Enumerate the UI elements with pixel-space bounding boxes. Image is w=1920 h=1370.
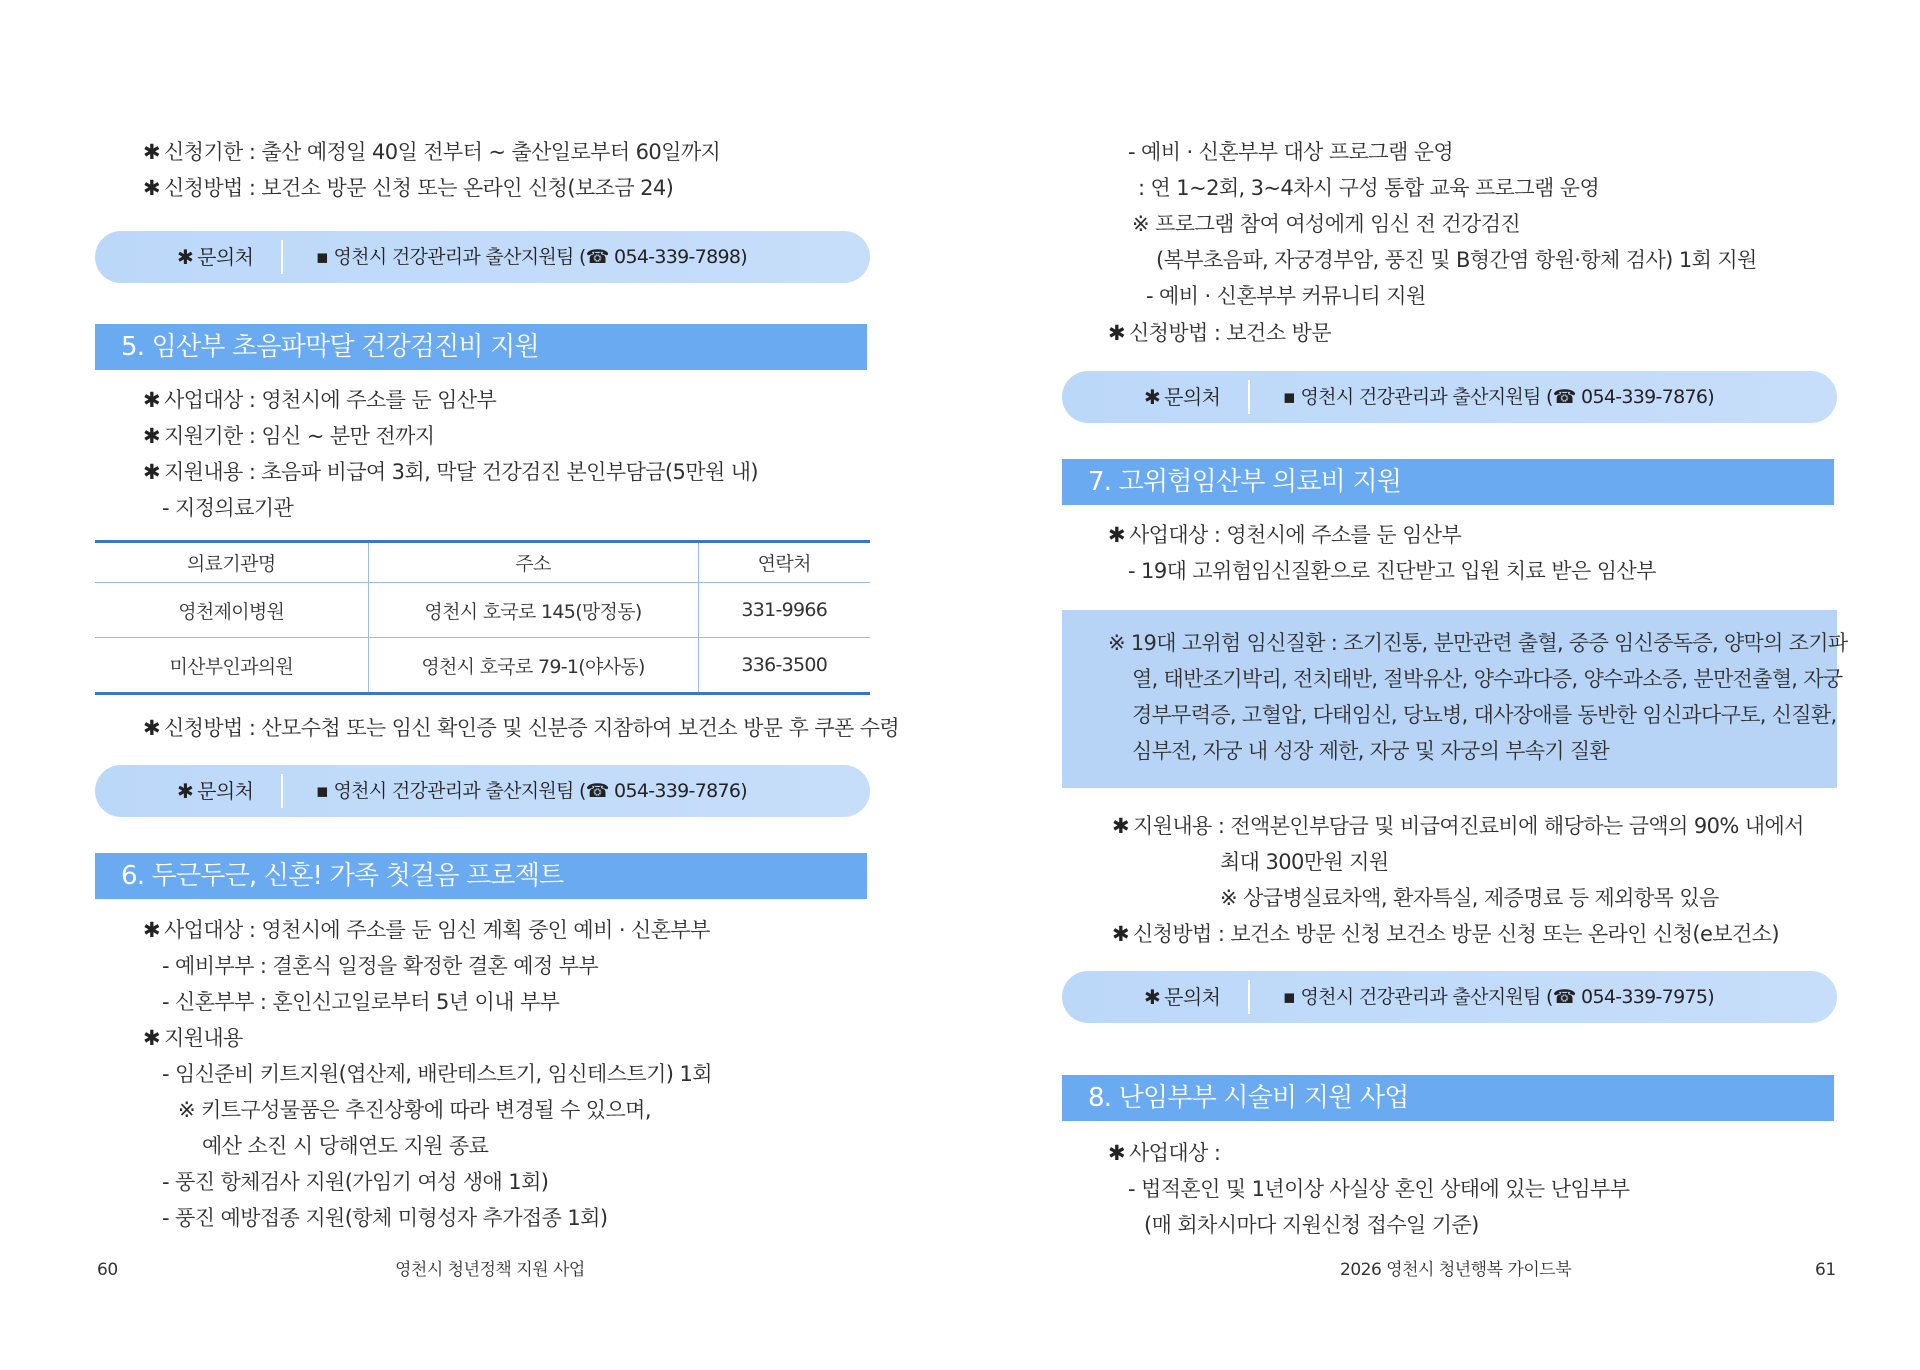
contact-divider [281,240,283,274]
footer-title: 2026 영천시 청년행복 가이드북 [1340,1260,1572,1280]
apply-period-line: ✱ 신청기한 : 출산 예정일 40일 전부터 ~ 출산일로부터 60일까지 [143,140,721,164]
note-line: 심부전, 자궁 내 성장 제한, 자궁 및 자궁의 부속기 질환 [1132,739,1610,763]
table-row [95,638,870,694]
table-header: 연락처 [698,542,870,583]
program-line: - 예비 · 신혼부부 대상 프로그램 운영 [1128,140,1454,164]
contact-label: ✱ 문의처 [177,245,254,269]
section-5-title: 5. 임산부 초음파막달 건강검진비 지원 [95,324,867,370]
table-row [95,583,870,638]
section-7-title: 7. 고위험임산부 의료비 지원 [1062,459,1834,505]
s5-sub-line: - 지정의료기관 [162,496,294,520]
contact-text: ▪ 영천시 건강관리과 출산지원팀 (☎ 054-339-7975) [1283,986,1714,1008]
table-header-row [95,542,870,583]
disease-note-box [1062,610,1848,788]
contact-label: ✱ 문의처 [1144,985,1221,1009]
table-header: 의료기관명 [95,542,368,583]
contact-text: ▪ 영천시 건강관리과 출산지원팀 (☎ 054-339-7876) [1283,386,1714,408]
contact-divider [281,774,283,808]
s6-sub-line: - 신혼부부 : 혼인신고일로부터 5년 이내 부부 [162,990,560,1014]
s7-apply-line: ✱ 신청방법 : 보건소 방문 신청 보건소 방문 신청 또는 온라인 신청(e보건소) [1112,922,1779,946]
s7-target-line: ✱ 사업대상 : 영천시에 주소를 둔 임산부 [1108,523,1462,547]
s6-sub-line: - 풍진 항체검사 지원(가임기 여성 생애 1회) [162,1170,549,1194]
contact-text: ▪ 영천시 건강관리과 출산지원팀 (☎ 054-339-7898) [316,246,747,268]
hospital-table [95,540,870,695]
contact-label: ✱ 문의처 [1144,385,1221,409]
s6-note-line: ※ 키트구성물품은 추진상황에 따라 변경될 수 있으며, [178,1098,651,1122]
contact-label: ✱ 문의처 [177,779,254,803]
s5-apply-line: ✱ 신청방법 : 산모수첩 또는 임신 확인증 및 신분증 지참하여 보건소 방문 후 쿠폰 수령 [143,716,900,740]
s6-sub-line: - 예비부부 : 결혼식 일정을 확정한 결혼 예정 부부 [162,954,599,978]
table-cell: 336-3500 [698,638,870,694]
contact-box [1062,371,1837,423]
note-line: 경부무력증, 고혈압, 다태임신, 당뇨병, 대사장애를 동반한 임신과다구토, 신질환, [1132,703,1837,727]
section-6-title: 6. 두근두근, 신혼! 가족 첫걸음 프로젝트 [95,853,867,899]
section-8-title: 8. 난임부부 시술비 지원 사업 [1062,1075,1834,1121]
program-note-line: (복부초음파, 자궁경부암, 풍진 및 B형간염 항원·항체 검사) 1회 지원 [1156,248,1757,272]
s7-content-line: 최대 300만원 지원 [1220,850,1389,874]
page-number: 61 [1815,1260,1836,1280]
s7-note-line: ※ 상급병실료차액, 환자특실, 제증명료 등 제외항목 있음 [1220,886,1719,910]
bullet-star-icon: ✱ [143,140,160,164]
table-cell: 영천제이병원 [95,583,368,638]
table-cell: 미산부인과의원 [169,655,294,678]
table-cell: 영천시 호국로 145(망정동) [368,583,698,638]
note-line: ※ 19대 고위험 임신질환 : 조기진통, 분만관련 출혈, 중증 임신중독증, 양막의 조기파 [1108,631,1848,655]
s5-content-line: ✱ 지원내용 : 초음파 비급여 3회, 막달 건강검진 본인부담금(5만원 내) [143,460,759,484]
table-header: 주소 [368,542,698,583]
page-number: 60 [97,1260,118,1280]
program-note-line: ※ 프로그램 참여 여성에게 임신 전 건강검진 [1132,212,1521,236]
footer-title: 영천시 청년정책 지원 사업 [395,1260,585,1280]
s6-note-line: 예산 소진 시 당해연도 지원 종료 [202,1134,489,1158]
apply-method-line: ✱ 신청방법 : 보건소 방문 신청 또는 온라인 신청(보조금 24) [143,176,674,200]
contact-divider [1248,980,1250,1014]
bullet-star-icon: ✱ [143,176,160,200]
contact-box [95,231,870,283]
s7-sub-line: - 19대 고위험임신질환으로 진단받고 입원 치료 받은 임산부 [1128,559,1656,583]
table-cell: 331-9966 [698,583,870,638]
s6-sub-line: - 풍진 예방접종 지원(항체 미형성자 추가접종 1회) [162,1206,608,1230]
s7-content-line: ✱ 지원내용 : 전액본인부담금 및 비급여진료비에 해당하는 금액의 90% 내에서 [1112,814,1804,838]
apply-method-line: ✱ 신청방법 : 보건소 방문 [1108,321,1331,345]
program-line: - 예비 · 신혼부부 커뮤니티 지원 [1146,284,1426,308]
contact-box [95,765,870,817]
contact-box [1062,971,1837,1023]
table-cell: 영천시 호국로 79-1(야사동) [368,638,698,694]
s5-target-line: ✱ 사업대상 : 영천시에 주소를 둔 임산부 [143,388,497,412]
contact-text: ▪ 영천시 건강관리과 출산지원팀 (☎ 054-339-7876) [316,780,747,802]
s6-sub-line: - 임신준비 키트지원(엽산제, 배란테스트기, 임신테스트기) 1회 [162,1062,712,1086]
program-line: : 연 1~2회, 3~4차시 구성 통합 교육 프로그램 운영 [1138,176,1600,200]
s6-target-line: ✱ 사업대상 : 영천시에 주소를 둔 임신 계획 중인 예비 · 신혼부부 [143,918,710,942]
s8-target-line: ✱ 사업대상 : [1108,1141,1221,1165]
s6-content-line: ✱ 지원내용 [143,1026,243,1050]
right-page [960,0,1920,1370]
note-line: 열, 태반조기박리, 전치태반, 절박유산, 양수과다증, 양수과소증, 분만전출혈, 자궁 [1132,667,1843,691]
s5-period-line: ✱ 지원기한 : 임신 ~ 분만 전까지 [143,424,435,448]
s8-sub-line: (매 회차시마다 지원신청 접수일 기준) [1144,1213,1479,1237]
s8-sub-line: - 법적혼인 및 1년이상 사실상 혼인 상태에 있는 난임부부 [1128,1177,1630,1201]
contact-divider [1248,380,1250,414]
